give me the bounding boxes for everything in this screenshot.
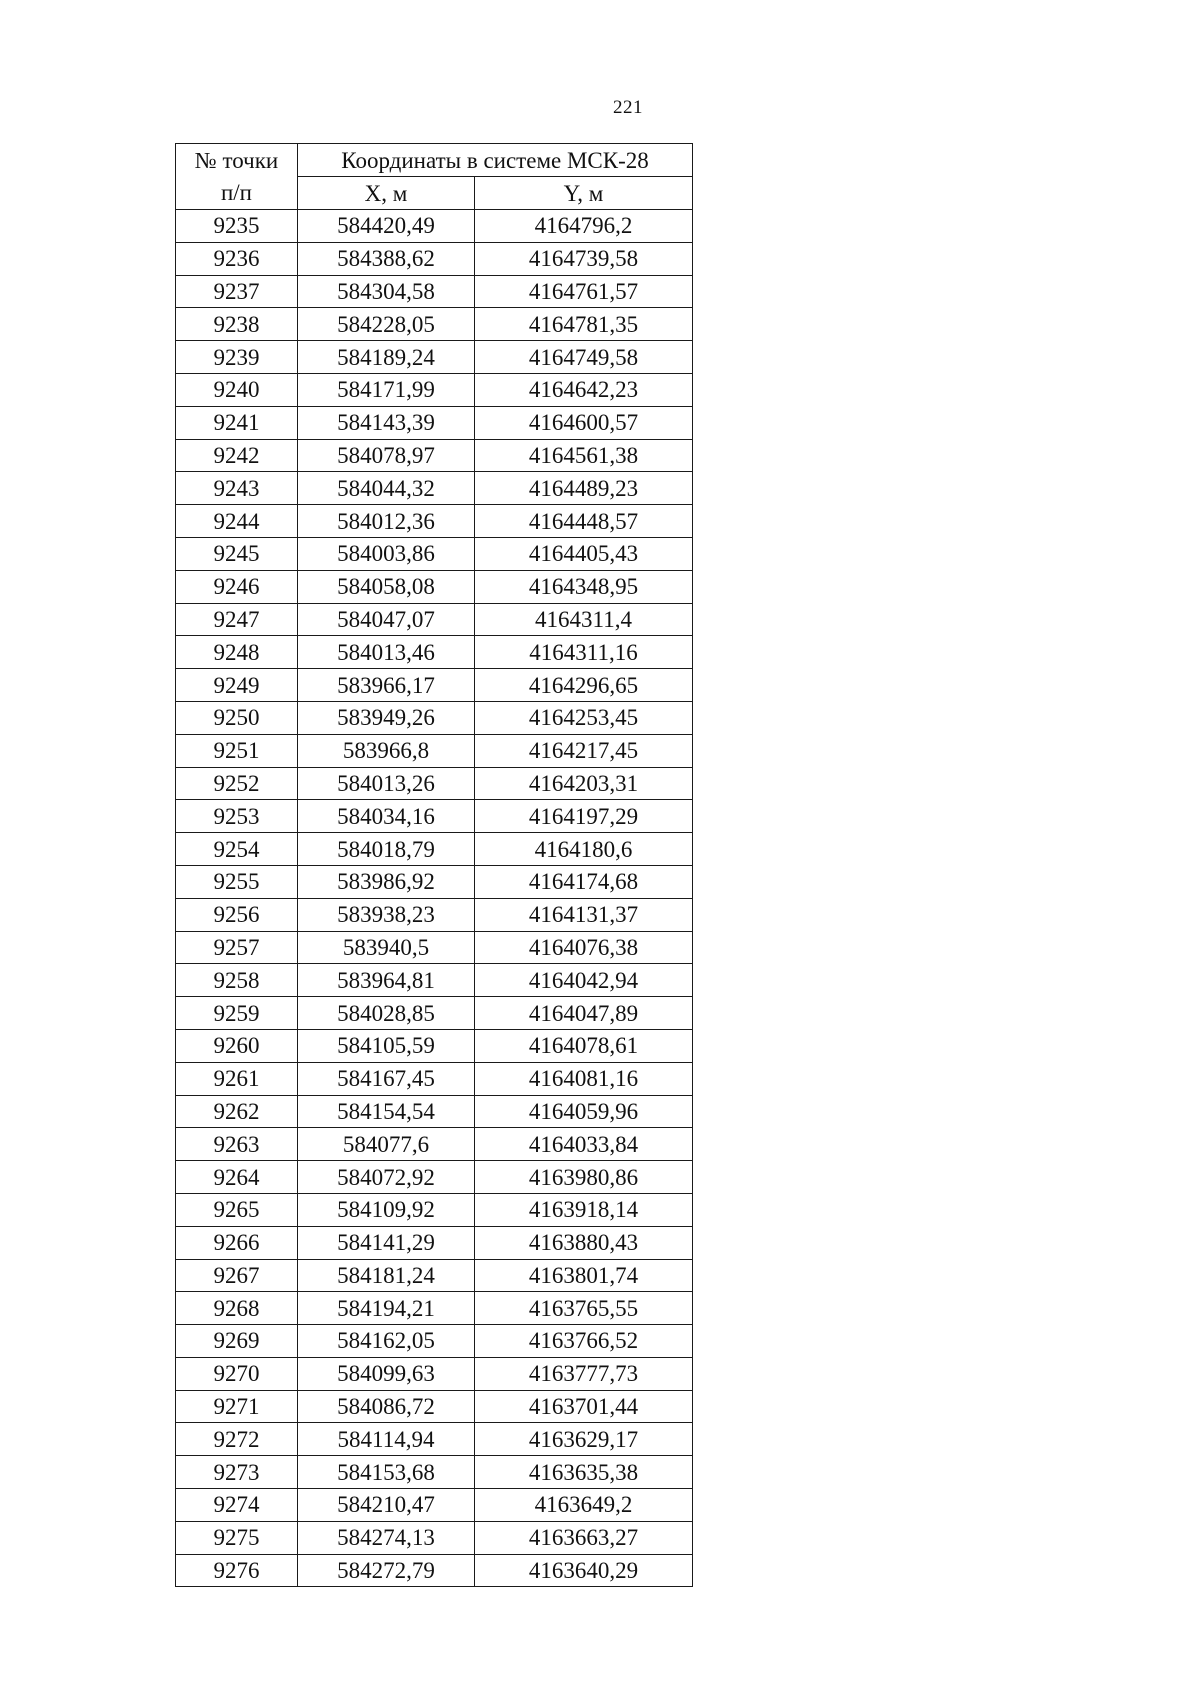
y-coordinate-cell: 4164739,58 <box>475 242 693 275</box>
table-row <box>176 1325 693 1358</box>
x-coordinate-cell: 584420,49 <box>298 210 475 243</box>
y-coordinate-cell: 4164253,45 <box>475 701 693 734</box>
x-coordinate-cell: 584304,58 <box>298 275 475 308</box>
y-coordinate-cell: 4163649,2 <box>475 1489 693 1522</box>
y-coordinate-cell: 4164059,96 <box>475 1095 693 1128</box>
table-row <box>176 406 693 439</box>
table-row <box>176 373 693 406</box>
point-number-cell: 9244 <box>176 505 298 538</box>
y-coordinate-cell: 4163629,17 <box>475 1423 693 1456</box>
point-number-cell: 9239 <box>176 341 298 374</box>
x-coordinate-cell: 584044,32 <box>298 472 475 505</box>
x-column-header: X, м <box>298 177 475 210</box>
y-coordinate-cell: 4163777,73 <box>475 1357 693 1390</box>
point-number-cell: 9267 <box>176 1259 298 1292</box>
point-number-cell: 9270 <box>176 1357 298 1390</box>
point-number-cell: 9236 <box>176 242 298 275</box>
point-number-header-line2: п/п <box>220 179 252 205</box>
x-coordinate-cell: 584058,08 <box>298 570 475 603</box>
x-coordinate-cell: 584388,62 <box>298 242 475 275</box>
table-row <box>176 898 693 931</box>
coordinates-table <box>175 143 693 1587</box>
table-row <box>176 308 693 341</box>
table-row <box>176 505 693 538</box>
point-number-cell: 9246 <box>176 570 298 603</box>
table-row <box>176 1357 693 1390</box>
x-coordinate-cell: 584072,92 <box>298 1161 475 1194</box>
point-number-cell: 9243 <box>176 472 298 505</box>
table-row <box>176 472 693 505</box>
page-number: 221 <box>613 97 643 118</box>
point-number-cell: 9275 <box>176 1521 298 1554</box>
table-row <box>176 865 693 898</box>
y-coordinate-cell: 4164131,37 <box>475 898 693 931</box>
table-row <box>176 439 693 472</box>
y-coordinate-cell: 4164180,6 <box>475 833 693 866</box>
point-number-cell: 9263 <box>176 1128 298 1161</box>
point-number-cell: 9265 <box>176 1193 298 1226</box>
y-coordinate-cell: 4164042,94 <box>475 964 693 997</box>
table-row <box>176 1521 693 1554</box>
point-number-cell: 9250 <box>176 701 298 734</box>
y-coordinate-cell: 4164203,31 <box>475 767 693 800</box>
y-coordinate-cell: 4164348,95 <box>475 570 693 603</box>
point-number-cell: 9274 <box>176 1489 298 1522</box>
table-row <box>176 767 693 800</box>
x-coordinate-cell: 584228,05 <box>298 308 475 341</box>
table-row <box>176 1456 693 1489</box>
table-row <box>176 603 693 636</box>
point-number-cell: 9242 <box>176 439 298 472</box>
point-number-cell: 9238 <box>176 308 298 341</box>
y-coordinate-cell: 4163918,14 <box>475 1193 693 1226</box>
table-row <box>176 1095 693 1128</box>
table-row <box>176 1423 693 1456</box>
x-coordinate-cell: 584274,13 <box>298 1521 475 1554</box>
point-number-cell: 9245 <box>176 537 298 570</box>
point-number-cell: 9235 <box>176 210 298 243</box>
point-number-cell: 9266 <box>176 1226 298 1259</box>
y-coordinate-cell: 4164781,35 <box>475 308 693 341</box>
table-row <box>176 1193 693 1226</box>
table-row <box>176 537 693 570</box>
point-number-cell: 9269 <box>176 1325 298 1358</box>
table-row <box>176 1062 693 1095</box>
table-row <box>176 1259 693 1292</box>
x-coordinate-cell: 584109,92 <box>298 1193 475 1226</box>
point-number-cell: 9259 <box>176 997 298 1030</box>
table-row <box>176 701 693 734</box>
point-number-header-line1: № точки <box>194 147 279 173</box>
table-row <box>176 1161 693 1194</box>
x-coordinate-cell: 584194,21 <box>298 1292 475 1325</box>
x-coordinate-cell: 584153,68 <box>298 1456 475 1489</box>
table-row <box>176 964 693 997</box>
point-number-cell: 9271 <box>176 1390 298 1423</box>
point-number-cell: 9260 <box>176 1029 298 1062</box>
y-coordinate-cell: 4164174,68 <box>475 865 693 898</box>
point-number-cell: 9240 <box>176 373 298 406</box>
point-number-cell: 9261 <box>176 1062 298 1095</box>
x-coordinate-cell: 583940,5 <box>298 931 475 964</box>
y-coordinate-cell: 4164561,38 <box>475 439 693 472</box>
y-coordinate-cell: 4163801,74 <box>475 1259 693 1292</box>
table-row <box>176 1292 693 1325</box>
x-coordinate-cell: 584013,46 <box>298 636 475 669</box>
coordinate-system-header: Координаты в системе МСК-28 <box>298 144 693 177</box>
y-coordinate-cell: 4164081,16 <box>475 1062 693 1095</box>
table-row <box>176 636 693 669</box>
point-number-cell: 9254 <box>176 833 298 866</box>
table-row <box>176 669 693 702</box>
y-coordinate-cell: 4164311,4 <box>475 603 693 636</box>
point-number-cell: 9257 <box>176 931 298 964</box>
table-row <box>176 800 693 833</box>
x-coordinate-cell: 584003,86 <box>298 537 475 570</box>
x-coordinate-cell: 583966,17 <box>298 669 475 702</box>
point-number-cell: 9256 <box>176 898 298 931</box>
table-row <box>176 997 693 1030</box>
y-coordinate-cell: 4164197,29 <box>475 800 693 833</box>
table-row <box>176 931 693 964</box>
point-number-cell: 9258 <box>176 964 298 997</box>
y-coordinate-cell: 4164749,58 <box>475 341 693 374</box>
point-number-cell: 9237 <box>176 275 298 308</box>
table-row <box>176 1029 693 1062</box>
y-coordinate-cell: 4164600,57 <box>475 406 693 439</box>
point-number-cell: 9248 <box>176 636 298 669</box>
table-row <box>176 1554 693 1587</box>
point-number-cell: 9249 <box>176 669 298 702</box>
y-coordinate-cell: 4163701,44 <box>475 1390 693 1423</box>
y-coordinate-cell: 4163766,52 <box>475 1325 693 1358</box>
y-coordinate-cell: 4164489,23 <box>475 472 693 505</box>
x-coordinate-cell: 584141,29 <box>298 1226 475 1259</box>
x-coordinate-cell: 584210,47 <box>298 1489 475 1522</box>
y-coordinate-cell: 4164761,57 <box>475 275 693 308</box>
x-coordinate-cell: 584018,79 <box>298 833 475 866</box>
x-coordinate-cell: 584143,39 <box>298 406 475 439</box>
y-coordinate-cell: 4164311,16 <box>475 636 693 669</box>
y-coordinate-cell: 4164296,65 <box>475 669 693 702</box>
y-coordinate-cell: 4163635,38 <box>475 1456 693 1489</box>
point-number-cell: 9268 <box>176 1292 298 1325</box>
y-coordinate-cell: 4164076,38 <box>475 931 693 964</box>
y-coordinate-cell: 4164405,43 <box>475 537 693 570</box>
x-coordinate-cell: 584272,79 <box>298 1554 475 1587</box>
y-coordinate-cell: 4163880,43 <box>475 1226 693 1259</box>
point-number-cell: 9262 <box>176 1095 298 1128</box>
x-coordinate-cell: 584077,6 <box>298 1128 475 1161</box>
table-row <box>176 210 693 243</box>
x-coordinate-cell: 584086,72 <box>298 1390 475 1423</box>
point-number-cell: 9253 <box>176 800 298 833</box>
point-number-cell: 9276 <box>176 1554 298 1587</box>
x-coordinate-cell: 583986,92 <box>298 865 475 898</box>
x-coordinate-cell: 583949,26 <box>298 701 475 734</box>
point-number-cell: 9251 <box>176 734 298 767</box>
y-coordinate-cell: 4164078,61 <box>475 1029 693 1062</box>
point-number-cell: 9247 <box>176 603 298 636</box>
point-number-cell: 9273 <box>176 1456 298 1489</box>
y-coordinate-cell: 4163663,27 <box>475 1521 693 1554</box>
point-number-cell: 9272 <box>176 1423 298 1456</box>
table-row <box>176 570 693 603</box>
point-number-cell: 9264 <box>176 1161 298 1194</box>
table-row <box>176 1489 693 1522</box>
table-row <box>176 833 693 866</box>
point-number-cell: 9252 <box>176 767 298 800</box>
x-coordinate-cell: 584034,16 <box>298 800 475 833</box>
y-coordinate-cell: 4163640,29 <box>475 1554 693 1587</box>
table-row <box>176 734 693 767</box>
y-coordinate-cell: 4164642,23 <box>475 373 693 406</box>
y-coordinate-cell: 4163980,86 <box>475 1161 693 1194</box>
x-coordinate-cell: 583966,8 <box>298 734 475 767</box>
table-row <box>176 242 693 275</box>
table-row <box>176 1390 693 1423</box>
x-coordinate-cell: 584114,94 <box>298 1423 475 1456</box>
point-number-header <box>176 144 298 210</box>
x-coordinate-cell: 584162,05 <box>298 1325 475 1358</box>
table-row <box>176 1226 693 1259</box>
x-coordinate-cell: 584167,45 <box>298 1062 475 1095</box>
y-coordinate-cell: 4163765,55 <box>475 1292 693 1325</box>
x-coordinate-cell: 584047,07 <box>298 603 475 636</box>
x-coordinate-cell: 584078,97 <box>298 439 475 472</box>
y-coordinate-cell: 4164796,2 <box>475 210 693 243</box>
x-coordinate-cell: 584171,99 <box>298 373 475 406</box>
x-coordinate-cell: 583938,23 <box>298 898 475 931</box>
y-coordinate-cell: 4164448,57 <box>475 505 693 538</box>
table-row <box>176 275 693 308</box>
point-number-cell: 9241 <box>176 406 298 439</box>
y-coordinate-cell: 4164033,84 <box>475 1128 693 1161</box>
table-header <box>176 144 693 210</box>
table-body <box>176 210 693 1587</box>
x-coordinate-cell: 584105,59 <box>298 1029 475 1062</box>
y-column-header: Y, м <box>475 177 693 210</box>
x-coordinate-cell: 584012,36 <box>298 505 475 538</box>
point-number-cell: 9255 <box>176 865 298 898</box>
table-row <box>176 1128 693 1161</box>
x-coordinate-cell: 584154,54 <box>298 1095 475 1128</box>
y-coordinate-cell: 4164047,89 <box>475 997 693 1030</box>
y-coordinate-cell: 4164217,45 <box>475 734 693 767</box>
x-coordinate-cell: 583964,81 <box>298 964 475 997</box>
table-row <box>176 341 693 374</box>
x-coordinate-cell: 584013,26 <box>298 767 475 800</box>
x-coordinate-cell: 584189,24 <box>298 341 475 374</box>
x-coordinate-cell: 584028,85 <box>298 997 475 1030</box>
x-coordinate-cell: 584181,24 <box>298 1259 475 1292</box>
x-coordinate-cell: 584099,63 <box>298 1357 475 1390</box>
